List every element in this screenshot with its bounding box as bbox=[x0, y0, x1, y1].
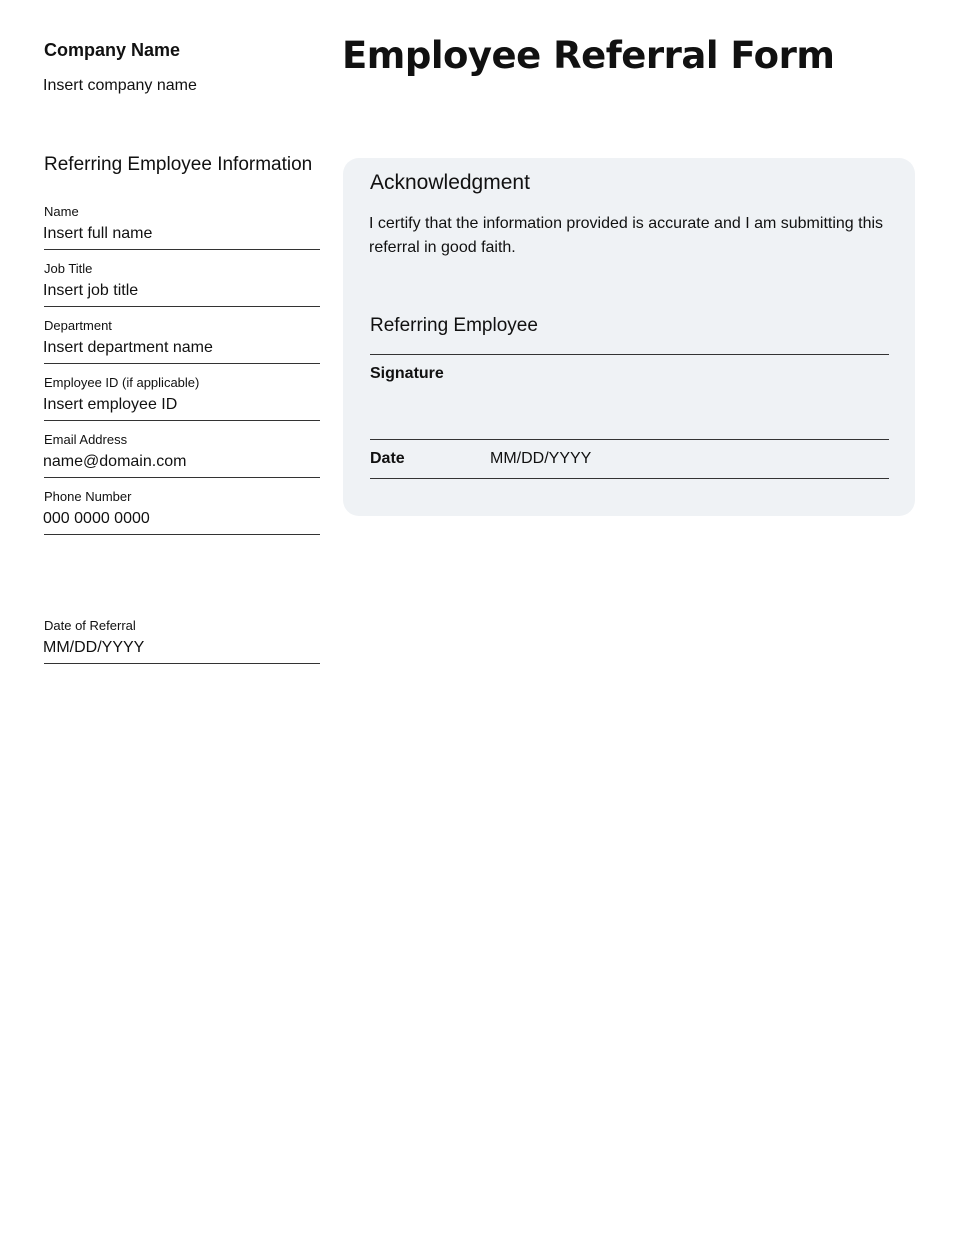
acknowledgment-panel bbox=[343, 158, 915, 516]
email-field[interactable] bbox=[44, 432, 320, 478]
employee-id-input[interactable]: Insert employee ID bbox=[43, 396, 178, 413]
signature-label: Signature bbox=[370, 365, 444, 382]
phone-label: Phone Number bbox=[44, 489, 132, 504]
company-name-label: Company Name bbox=[44, 40, 181, 60]
date-underline bbox=[370, 478, 889, 479]
phone-field[interactable] bbox=[44, 489, 320, 535]
acknowledgment-heading: Acknowledgment bbox=[370, 171, 530, 194]
email-label: Email Address bbox=[44, 432, 128, 447]
referral-date-field[interactable] bbox=[44, 618, 320, 664]
referral-date-label: Date of Referral bbox=[44, 618, 136, 633]
page-title: Employee Referral Form bbox=[342, 34, 835, 77]
company-name-field[interactable]: Insert company name bbox=[43, 77, 197, 94]
email-input[interactable]: name@domain.com bbox=[43, 453, 187, 470]
employee-id-field[interactable] bbox=[44, 375, 320, 421]
phone-input[interactable]: 000 0000 0000 bbox=[43, 510, 150, 527]
acknowledgment-text: I certify that the information provided is accurate and I am submitting this referral in good faith. bbox=[369, 215, 884, 256]
name-label: Name bbox=[44, 204, 79, 219]
employee-id-label: Employee ID (if applicable) bbox=[44, 375, 200, 390]
job-title-input[interactable]: Insert job title bbox=[43, 282, 139, 299]
signature-date-input[interactable]: MM/DD/YYYY bbox=[490, 450, 592, 467]
signature-top-divider bbox=[370, 354, 889, 355]
department-field[interactable] bbox=[44, 318, 320, 364]
referral-date-input[interactable]: MM/DD/YYYY bbox=[43, 639, 145, 656]
name-input[interactable]: Insert full name bbox=[43, 225, 153, 242]
signature-line[interactable] bbox=[370, 439, 889, 440]
referring-employee-subheading: Referring Employee bbox=[370, 315, 538, 336]
name-field[interactable] bbox=[44, 204, 320, 250]
referring-section-heading: Referring Employee Information bbox=[44, 154, 313, 175]
job-title-field[interactable] bbox=[44, 261, 320, 307]
department-input[interactable]: Insert department name bbox=[43, 339, 213, 356]
department-label: Department bbox=[44, 318, 112, 333]
signature-date-label: Date bbox=[370, 450, 405, 467]
job-title-label: Job Title bbox=[44, 261, 93, 276]
